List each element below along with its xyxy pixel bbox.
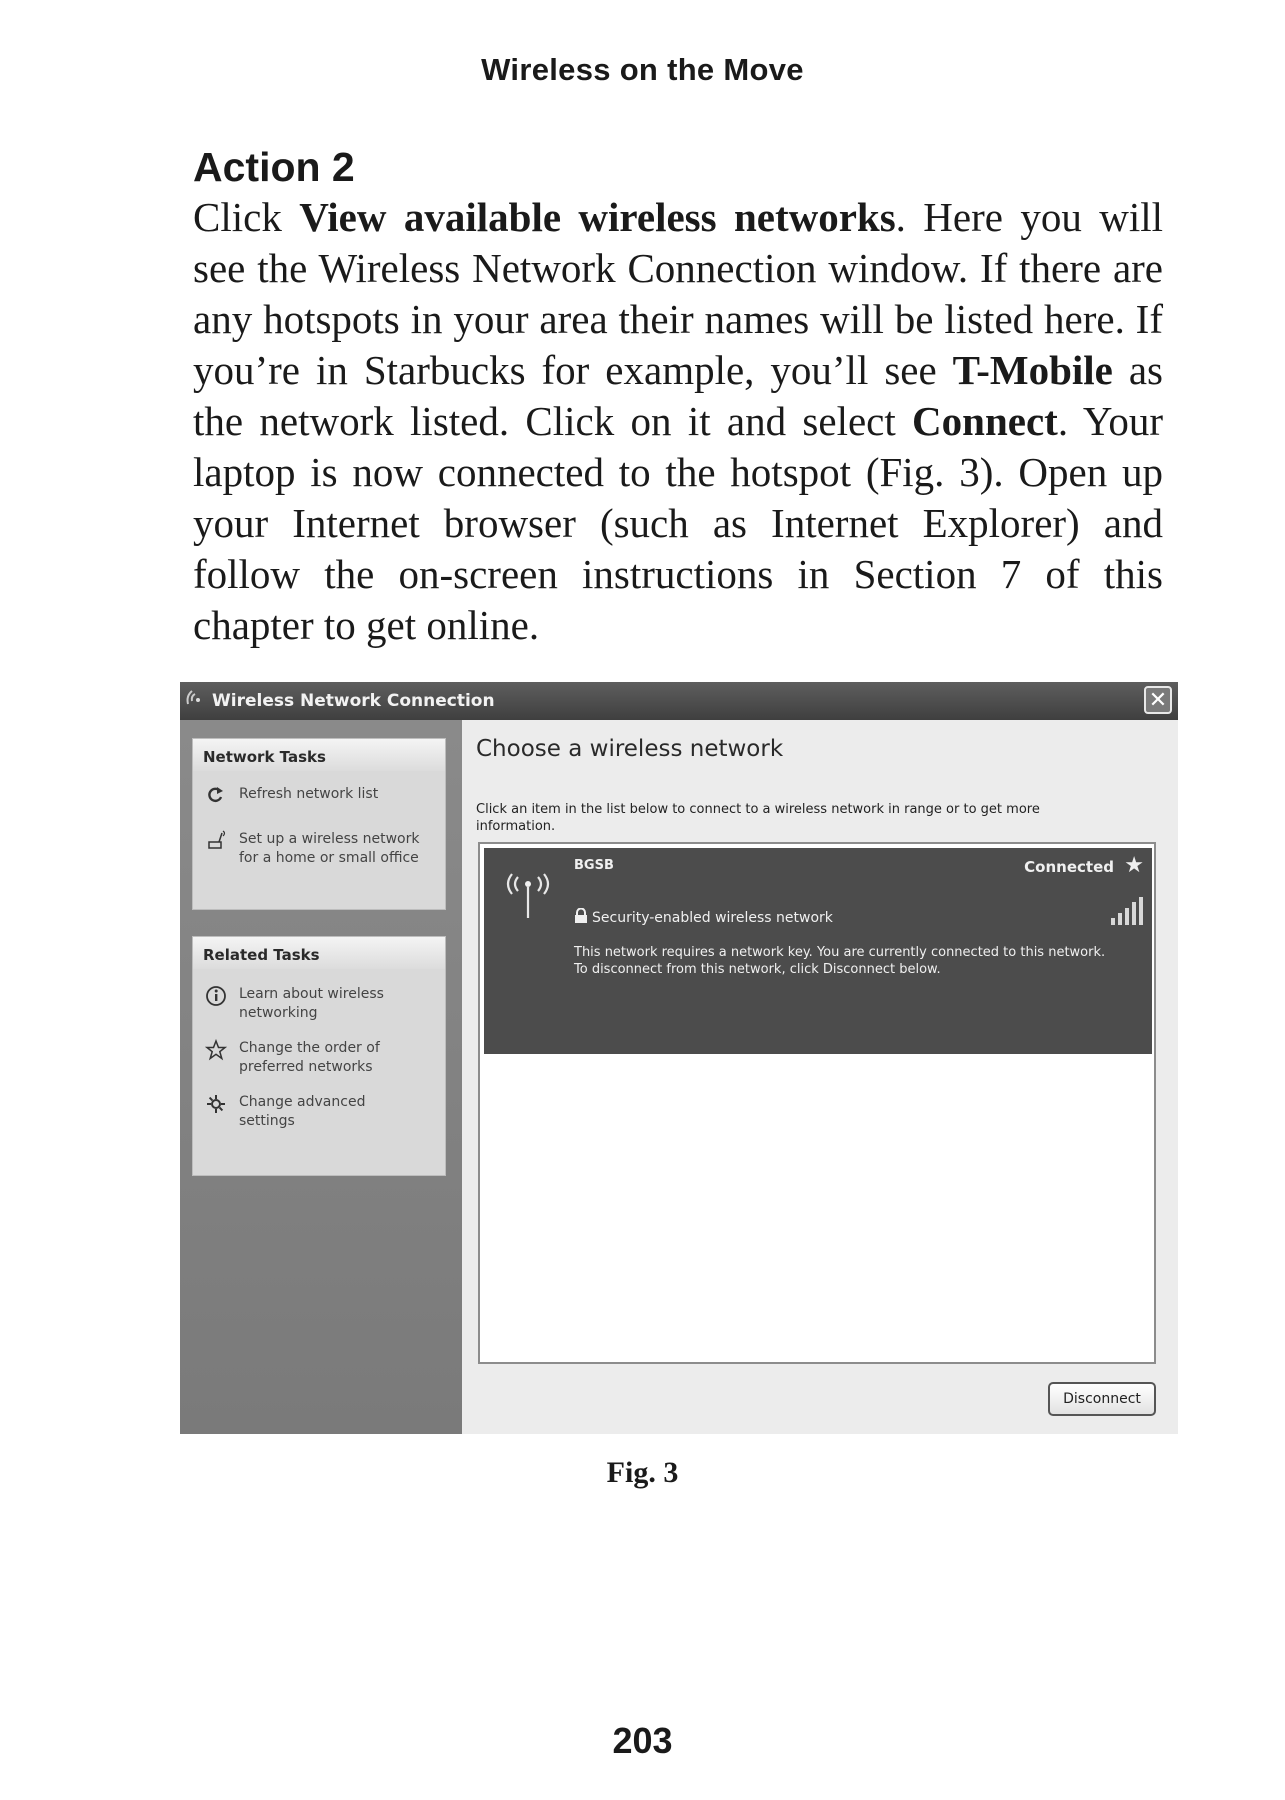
related-tasks-panel xyxy=(192,936,446,1176)
task-setup-wireless-network[interactable] xyxy=(193,830,439,868)
network-description: This network requires a network key. You are currently connected to this network. To disconnect from this network, click Disconnect below. xyxy=(574,945,1106,977)
setup-wireless-icon xyxy=(205,830,227,852)
star-icon xyxy=(205,1039,227,1061)
wireless-antenna-icon xyxy=(498,862,558,922)
task-change-advanced-settings[interactable] xyxy=(193,1093,419,1131)
lock-icon xyxy=(574,908,588,924)
task-pane xyxy=(180,720,462,1434)
figure-screenshot xyxy=(180,682,1178,1434)
wireless-icon xyxy=(184,686,210,710)
paragraph-emphasis: T-Mobile xyxy=(952,347,1113,393)
related-tasks-heading: Related Tasks xyxy=(193,937,445,969)
close-button[interactable]: ✕ xyxy=(1144,686,1172,714)
paragraph-emphasis: View available wireless networks xyxy=(299,194,896,240)
disconnect-button[interactable]: Disconnect xyxy=(1048,1382,1156,1416)
network-ssid: BGSB xyxy=(574,858,614,873)
refresh-icon xyxy=(205,785,225,805)
paragraph-segment: . Here you will see the Wireless Network Connection window. If there are any hotspots in your area their names will be listed here. If you’re in Starbucks for example, you’ll see xyxy=(193,194,1163,393)
running-head: Wireless on the Move xyxy=(481,52,804,87)
paragraph-segment: Click xyxy=(193,194,300,240)
paragraph-segment: . Your laptop is now connected to the hotspot (Fig. 3). Open up your Internet browser (such as Internet Explorer) and follow the on-screen instructions in Section 7 of this chapter to get online. xyxy=(193,398,1163,648)
security-label: Security-enabled wireless network xyxy=(592,910,833,926)
instructions-text: Click an item in the list below to connect to a wireless network in range or to get more information. xyxy=(476,802,1040,834)
paragraph-segment: as the network listed. Click on it and select xyxy=(193,347,1164,444)
preferred-star-icon: ★ xyxy=(1124,853,1144,878)
window-titlebar[interactable] xyxy=(180,682,1178,720)
task-label: Set up a wireless network for a home or small office xyxy=(239,831,420,866)
action-heading: Action 2 xyxy=(193,144,355,190)
window-title: Wireless Network Connection xyxy=(212,691,495,711)
task-label: Refresh network list xyxy=(239,786,379,802)
info-icon xyxy=(205,985,227,1007)
network-tasks-heading: Network Tasks xyxy=(193,739,445,771)
figure-caption: Fig. 3 xyxy=(606,1456,679,1489)
network-item-selected[interactable] xyxy=(484,848,1152,1054)
task-refresh-network-list[interactable] xyxy=(193,785,445,804)
choose-network-title: Choose a wireless network xyxy=(476,736,784,762)
connection-status: Connected xyxy=(1024,858,1114,876)
signal-strength-icon xyxy=(1110,896,1144,926)
settings-icon xyxy=(205,1093,227,1115)
task-change-preferred-order[interactable] xyxy=(193,1039,419,1077)
task-label: Change advanced settings xyxy=(239,1094,366,1129)
body-paragraph xyxy=(193,192,1163,651)
network-tasks-panel xyxy=(192,738,446,910)
page-number: 203 xyxy=(612,1720,673,1761)
task-label: Learn about wireless networking xyxy=(239,986,384,1021)
task-label: Change the order of preferred networks xyxy=(239,1040,380,1075)
paragraph-emphasis: Connect xyxy=(912,398,1058,444)
task-learn-about-wireless[interactable] xyxy=(193,985,419,1023)
security-line xyxy=(574,908,833,926)
network-list[interactable] xyxy=(478,842,1156,1364)
